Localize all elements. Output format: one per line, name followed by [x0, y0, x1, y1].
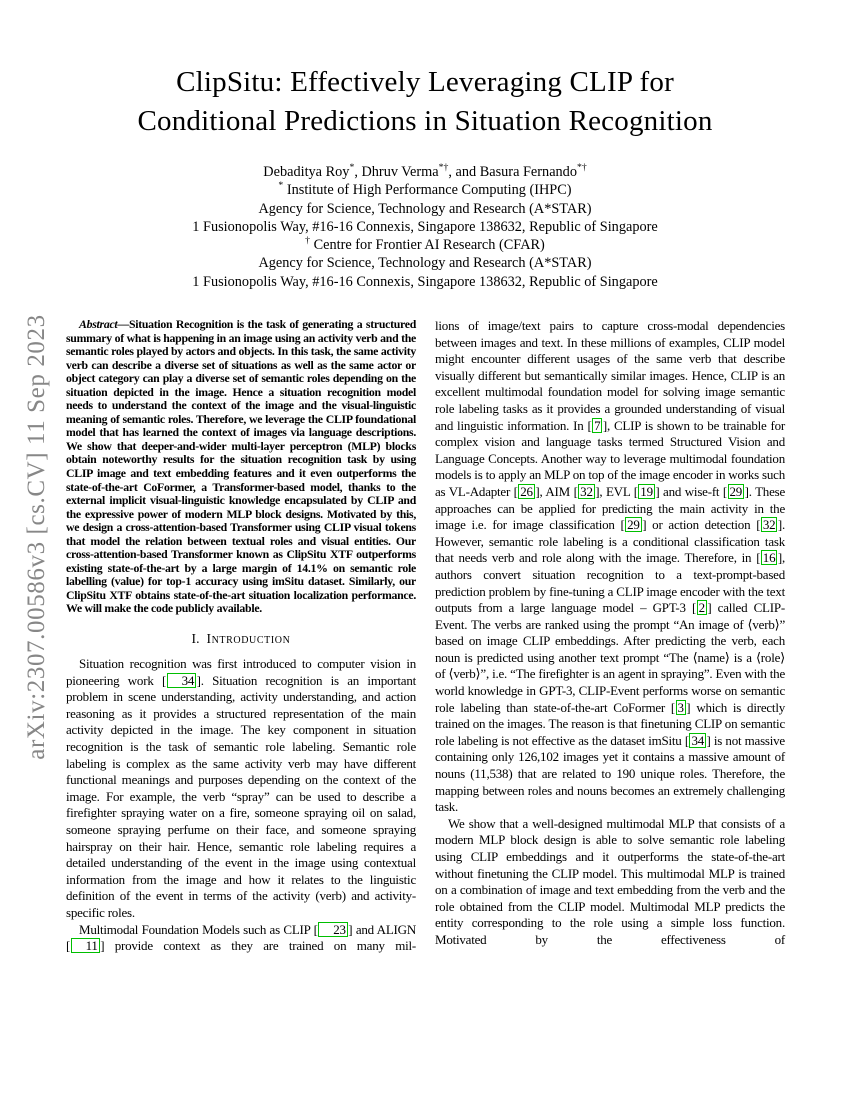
affiliation-line-6: 1 Fusionopolis Way, #16-16 Connexis, Singapore 138632, Republic of Singapore: [192, 273, 658, 290]
intro-paragraph-1: Situation recognition was first introduced to computer vision in pioneering work [ 34 ]. Situation recognition is an important problem in scene understanding, activity understanding, and action reasoning as it provides a structured representation of the main activity depicted in the image. The key component in situation recognition is the task of semantic role labeling. Semantic role labeling is complex as the same activity verb may have different functional meanings and purposes depending on the context of the image. For example, the verb “spray” can be used to describe a firefighter spraying water on a fire, someone spraying oil on salad, someone spraying perfume on their face, and someone spraying hairspray on their hair. Hence, semantic role labeling requires a detailed understanding of the event in the image using contextual information from the image and how it relates to the linguistic definition of the event in terms of the activity (verb) and activity-specific roles.: [66, 656, 416, 920]
superscript-marker: *: [349, 162, 355, 174]
citation-link[interactable]: 7: [594, 417, 601, 433]
superscript-marker: †: [305, 235, 311, 247]
affiliation-line-3: 1 Fusionopolis Way, #16-16 Connexis, Singapore 138632, Republic of Singapore: [192, 218, 658, 235]
intro-paragraph-2-left: Multimodal Foundation Models such as CLIP [ 23 ] and ALIGN [ 11 ] provide context as they are trained on many mil-: [66, 921, 416, 954]
citation-link[interactable]: 32: [762, 517, 776, 533]
section-number: I.: [191, 631, 200, 647]
citation-link[interactable]: 16: [762, 550, 776, 566]
citation-link[interactable]: 29: [627, 517, 640, 533]
citation-link[interactable]: 2: [698, 600, 705, 616]
left-column: [66, 318, 416, 955]
abstract-separator: —: [117, 317, 129, 331]
section-title: Introduction: [206, 631, 291, 647]
citation-link[interactable]: 29: [729, 483, 743, 499]
paper-title: [0, 63, 850, 140]
citation-link[interactable]: 26: [520, 483, 533, 499]
superscript-marker: *†: [576, 162, 587, 174]
abstract-label: Abstract: [79, 317, 118, 331]
citation-link[interactable]: 3: [677, 699, 684, 715]
intro-paragraph-3: We show that a well-designed multimodal MLP that consists of a modern MLP block design is able to solve semantic role labeling using CLIP embeddings and it outperforms the state-of-the-art without finetuning the CLIP model. This multimodal MLP is trained on a combination of image and text embedding from the verb and the role obtained from the CLIP model. Multimodal MLP predicts the entity corresponding to the role using a simple loss function. Motivated by the effectiveness of: [435, 815, 785, 947]
affiliation-line-4: † Centre for Frontier AI Research (CFAR): [305, 235, 545, 254]
arxiv-watermark: arXiv:2307.00586v3 [cs.CV] 11 Sep 2023: [23, 314, 50, 760]
superscript-marker: *: [278, 180, 284, 192]
right-column: [435, 318, 785, 955]
intro-paragraph-2-right: lions of image/text pairs to capture cross-modal dependencies between images and text. In these millions of examples, CLIP model might encounter different usages of the same verb that describe visually different but semantically similar images. Hence, CLIP is an excellent multimodal foundation model for solving image semantic role labeling tasks as it provides a grounded understanding of visual and linguistic information. In [ 7 ], CLIP is shown to be trainable for complex vision and language tasks termed Structured Vision and Language Concepts. Another way to leverage multimodal foundation models is to apply an MLP on top of the image encoder in works such as VL-Adapter [ 26 ], AIM [ 32 ], EVL [ 19 ] and wise-ft [ 29 ]. These approaches can be applied for predicting the main activity in the image i.e. for image classification [ 29 ] or action detection [ 32 ]. However, semantic role labeling is a conditional classification task that needs verb and role along with the image. Therefore, in [ 16 ], authors convert situation recognition to a text-prompt-based prediction problem by fine-tuning a CLIP image encoder with the text outputs from a large language model – GPT-3 [ 2 ] called CLIP-Event. The verbs are ranked using the prompt “An image of ⟨verb⟩” based on image CLIP embeddings. After predicting the verb, each noun is predicted using another text prompt “The ⟨name⟩ is a ⟨role⟩ of ⟨verb⟩”, i.e. “The firefighter is an agent in spraying”. Even with the world knowledge in GPT-3, CLIP-Event performs worse on semantic role labeling than state-of-the-art CoFormer [ 3 ] which is directly trained on the images. The reason is that finetuning CLIP on semantic role labeling is not effective as the dataset imSitu [ 34 ] is not massive containing only 126,102 images yet it contains a massive amount of nouns (11,538) that are related to 190 unique roles. Therefore, the mapping between roles and nouns becomes an extremely challenging task.: [435, 318, 786, 815]
abstract-paragraph: [66, 318, 416, 616]
citation-link[interactable]: 32: [580, 483, 593, 499]
citation-link[interactable]: 11: [71, 938, 100, 953]
affiliation-line-5: Agency for Science, Technology and Research (A*STAR): [258, 255, 592, 272]
affiliation-line-2: Agency for Science, Technology and Research (A*STAR): [258, 200, 592, 217]
author-names: Debaditya Roy*, Dhruv Verma*†, and Basura Fernando*†: [263, 162, 587, 180]
paper-title-line2: Conditional Predictions in Situation Recognition: [137, 104, 713, 137]
two-column-body: [66, 318, 786, 955]
abstract-text: Situation Recognition is the task of generating a structured summary of what is happening in an image using an activity verb and the semantic roles played by actors and objects. In this task, the same activity verb can describe a diverse set of situations as well as the same actor or object category can play a diverse set of semantic roles depending on the situation depicted in the image. Hence a situation recognition model needs to understand the context of the image and the visual-linguistic meaning of semantic roles. Therefore, we leverage the CLIP foundational model that has learned the context of images via language descriptions. We show that deeper-and-wider multi-layer perceptron (MLP) blocks obtain noteworthy results for the situation recognition task by using CLIP image and text embedding features and it even outperforms the state-of-the-art CoFormer, a Transformer-based model, thanks to the external implicit visual-linguistic knowledge encapsulated by CLIP and the expressive power of modern MLP block designs. Motivated by this, we design a cross-attention-based Transformer using CLIP visual tokens that model the relation between textual roles and visual entities. Our cross-attention-based Transformer known as ClipSitu XTF outperforms existing state-of-the-art by a large margin of 14.1% on semantic role labelling (value) for top-1 accuracy using imSitu dataset. Similarly, our ClipSitu XTF obtains state-of-the-art situation localization performance. We will make the code publicly available.: [66, 317, 416, 616]
section-heading-introduction: [66, 631, 416, 647]
author-block: [0, 163, 850, 291]
paper-title-line1: ClipSitu: Effectively Leveraging CLIP for: [176, 66, 674, 98]
citation-link[interactable]: 34: [691, 732, 705, 748]
citation-link[interactable]: 34: [167, 673, 197, 688]
citation-link[interactable]: 19: [640, 483, 653, 499]
superscript-marker: *†: [438, 162, 449, 174]
affiliation-line-1: * Institute of High Performance Computing (IHPC): [278, 180, 572, 199]
citation-link[interactable]: 23: [318, 922, 348, 937]
